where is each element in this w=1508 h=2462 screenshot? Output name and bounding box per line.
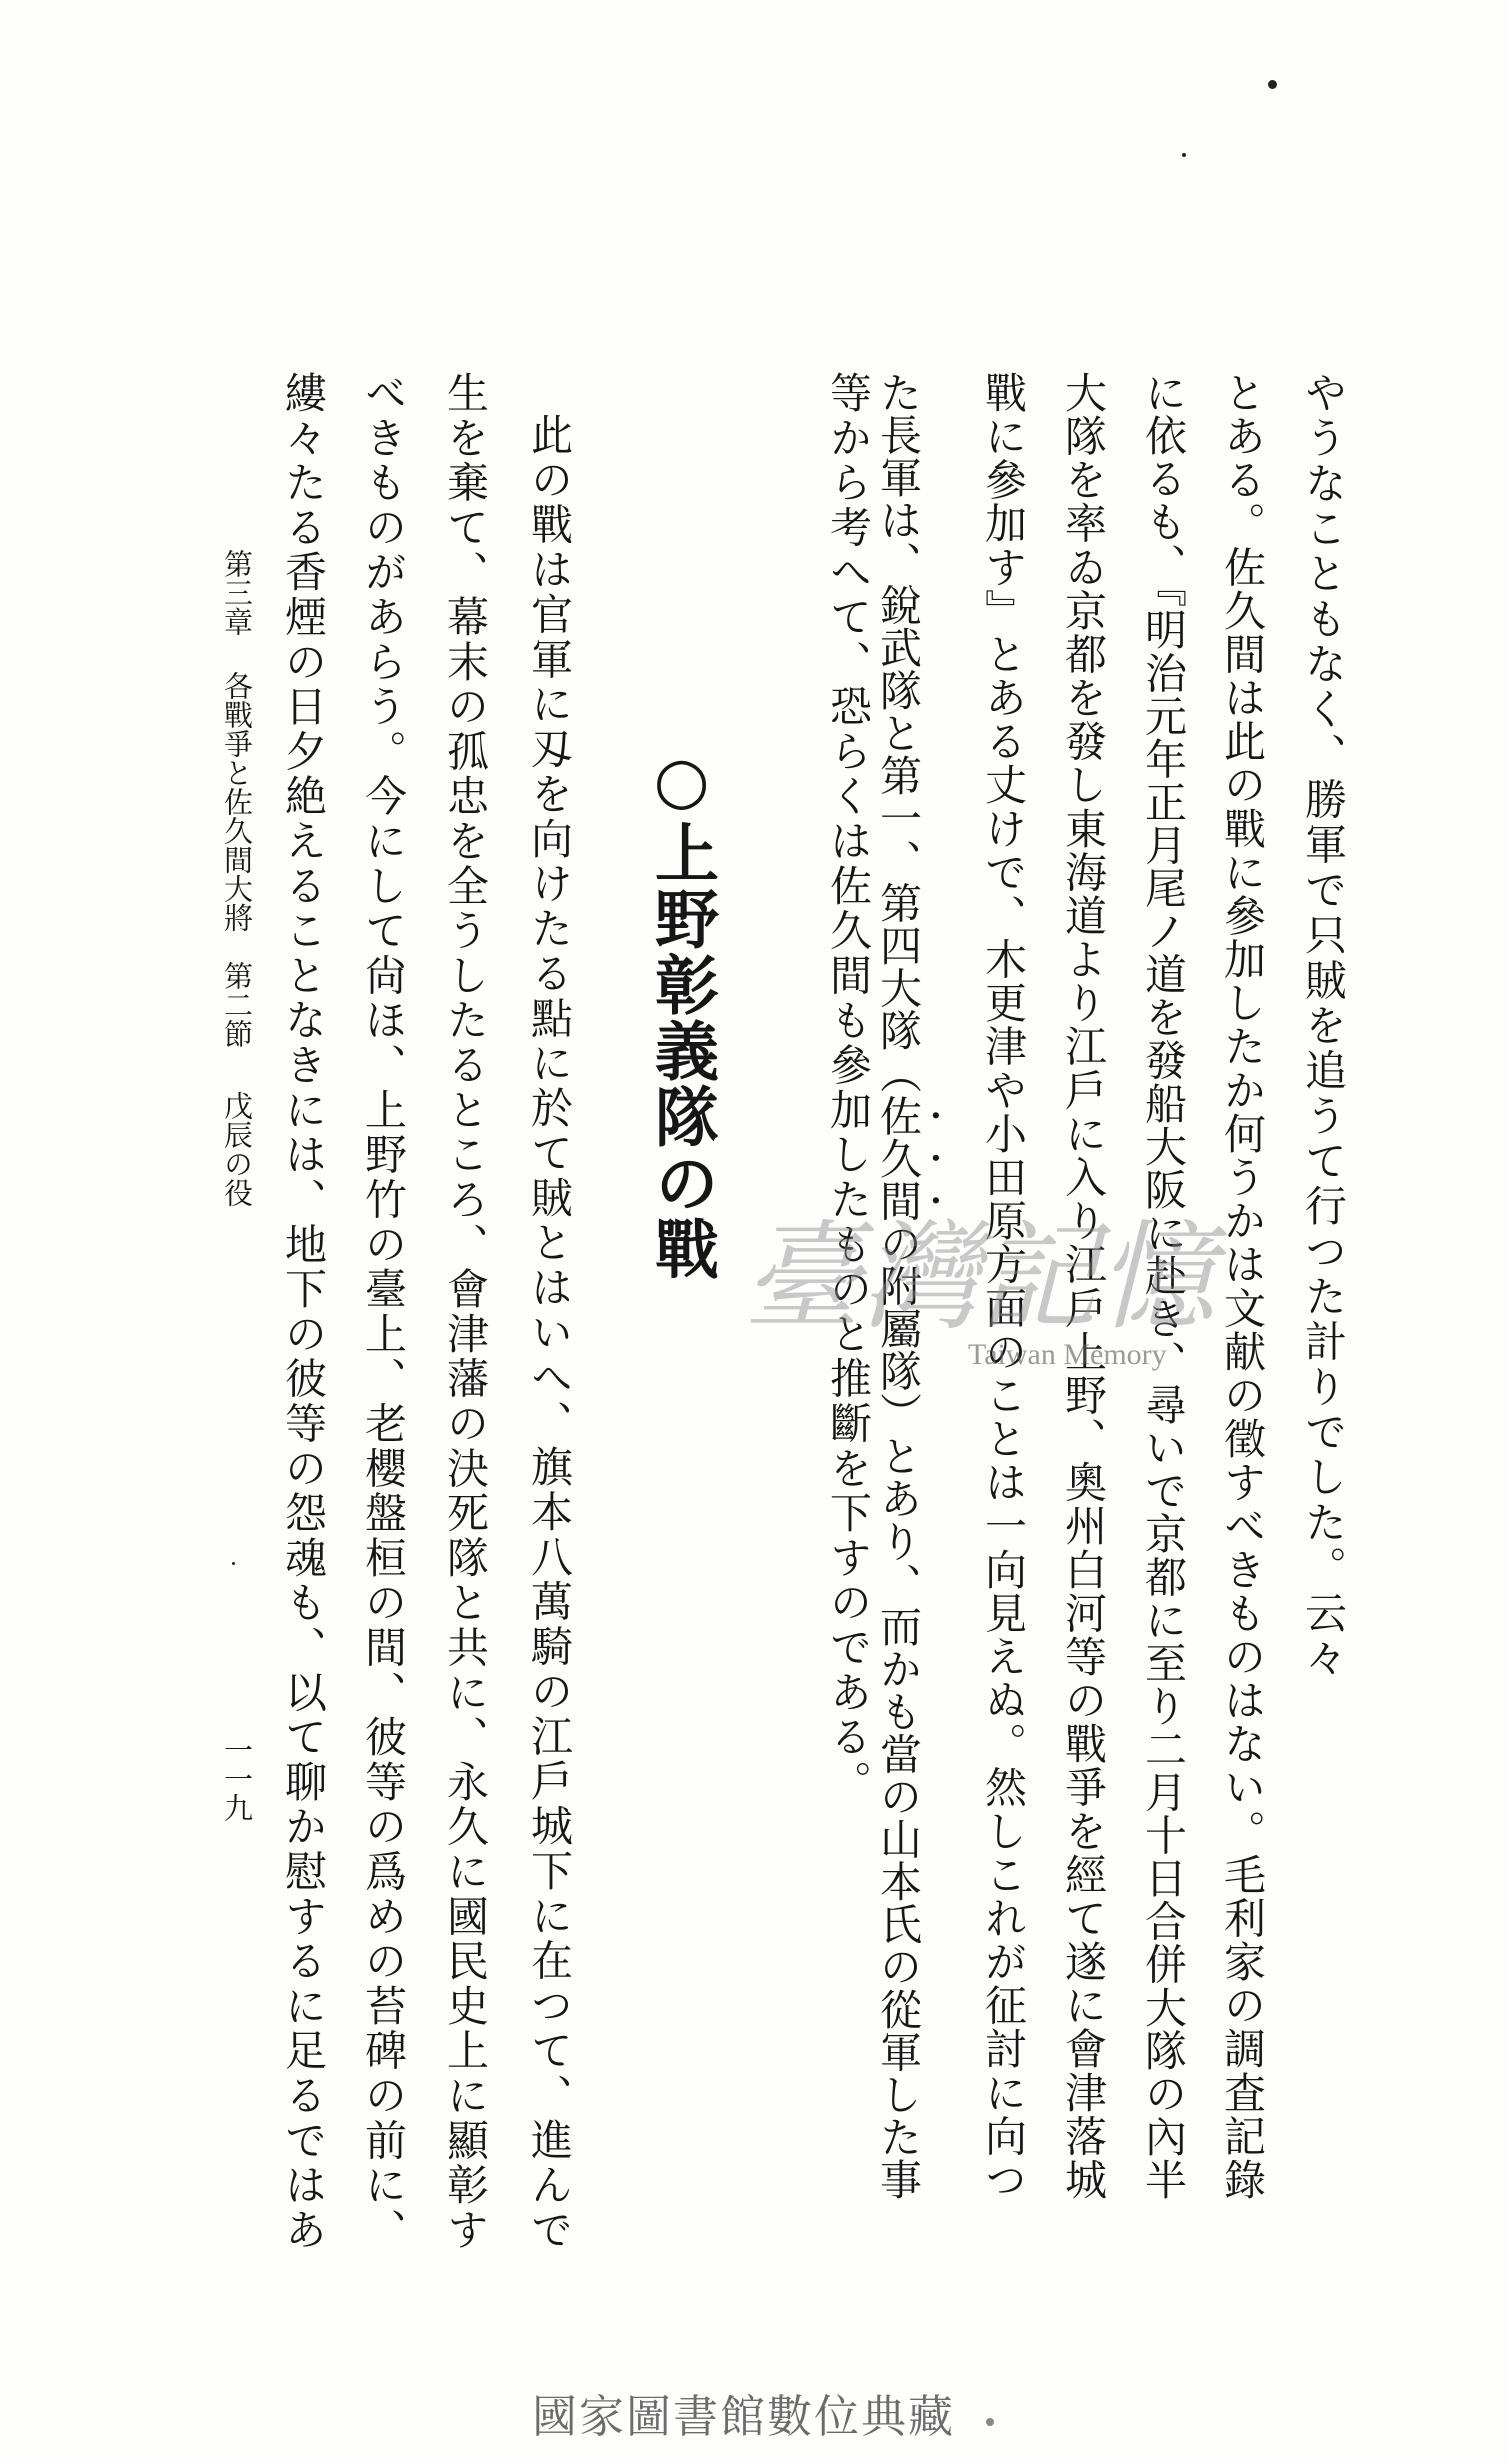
- text-column: に依るも、『明治元年正月尾ノ道を發船大阪に赴き、尋いで京都に至り二月十日合併大隊の內半: [1139, 371, 1188, 2200]
- text-column: 等から考へて、恐らくは佐久間も參加したものと推斷を下すのである。: [824, 371, 873, 1802]
- text-segment: た長軍は、銳武隊と第一、第四大隊（: [874, 371, 923, 1095]
- text-column: [874, 371, 947, 2201]
- section-title: 戊辰の役: [220, 1091, 254, 1208]
- text-column: 生を棄て、幕末の孤忠を全うしたるところ、會津藩の決死隊と共に、永久に國民史上に顯彰す: [441, 371, 490, 2251]
- scan-speck: [232, 1562, 235, 1565]
- scan-speck: [1182, 153, 1186, 157]
- text-column: べきものがあらう。今にして尙ほ、上野竹の臺上、老櫻盤桓の間、彼等の爲めの苔碑の前に、: [359, 371, 408, 2251]
- section-heading: ○上野彰義隊の戰: [644, 743, 719, 1282]
- text-column: 戰に參加す』とある丈けで、木更津や小田原方面のことは一向見えぬ。然しこれが征討に向つ: [979, 371, 1028, 2200]
- scan-speck: [986, 2418, 994, 2426]
- text-column: 大隊を率ゐ京都を發し東海道より江戶に入り江戶上野、奧州白河等の戰爭を經て遂に會津落城: [1059, 371, 1108, 2200]
- page-number: 一一九: [220, 1735, 254, 1822]
- text-column: 縷々たる香煙の日夕絶えることなきには、地下の彼等の怨魂も、以て聊か慰するに足るではあ: [279, 371, 328, 2251]
- watermark-logo-latin: Taiwan Memory: [968, 1338, 1167, 1371]
- emphasized-text: 佐久間: [874, 1094, 923, 1222]
- watermark-logo: 臺灣記憶: [743, 1208, 1216, 1346]
- text-column: 此の戰は官軍に刄を向けたる點に於て賊とはいへ、旗本八萬騎の江戶城下に在つて、進んで: [525, 413, 574, 2250]
- text-column: とある。佐久間は此の戰に參加したか何うかは文献の徵すべきものはない。毛利家の調査記錄: [1218, 371, 1267, 2200]
- section-number: 第二節: [220, 960, 254, 1048]
- chapter-number: 第三章: [220, 549, 254, 636]
- chapter-title: 各戰爭と佐久間大將: [220, 670, 254, 932]
- archive-watermark: 國家圖書館數位典藏: [532, 2390, 956, 2443]
- running-head: [220, 549, 254, 1208]
- text-column: やうなこともなく、勝軍で只賊を追うて行つた計りでした。云々: [1299, 371, 1348, 1678]
- text-segment: の附屬隊）とあり、而かも當の山本氏の從軍した事: [874, 1221, 923, 2201]
- scan-speck: [1268, 80, 1277, 89]
